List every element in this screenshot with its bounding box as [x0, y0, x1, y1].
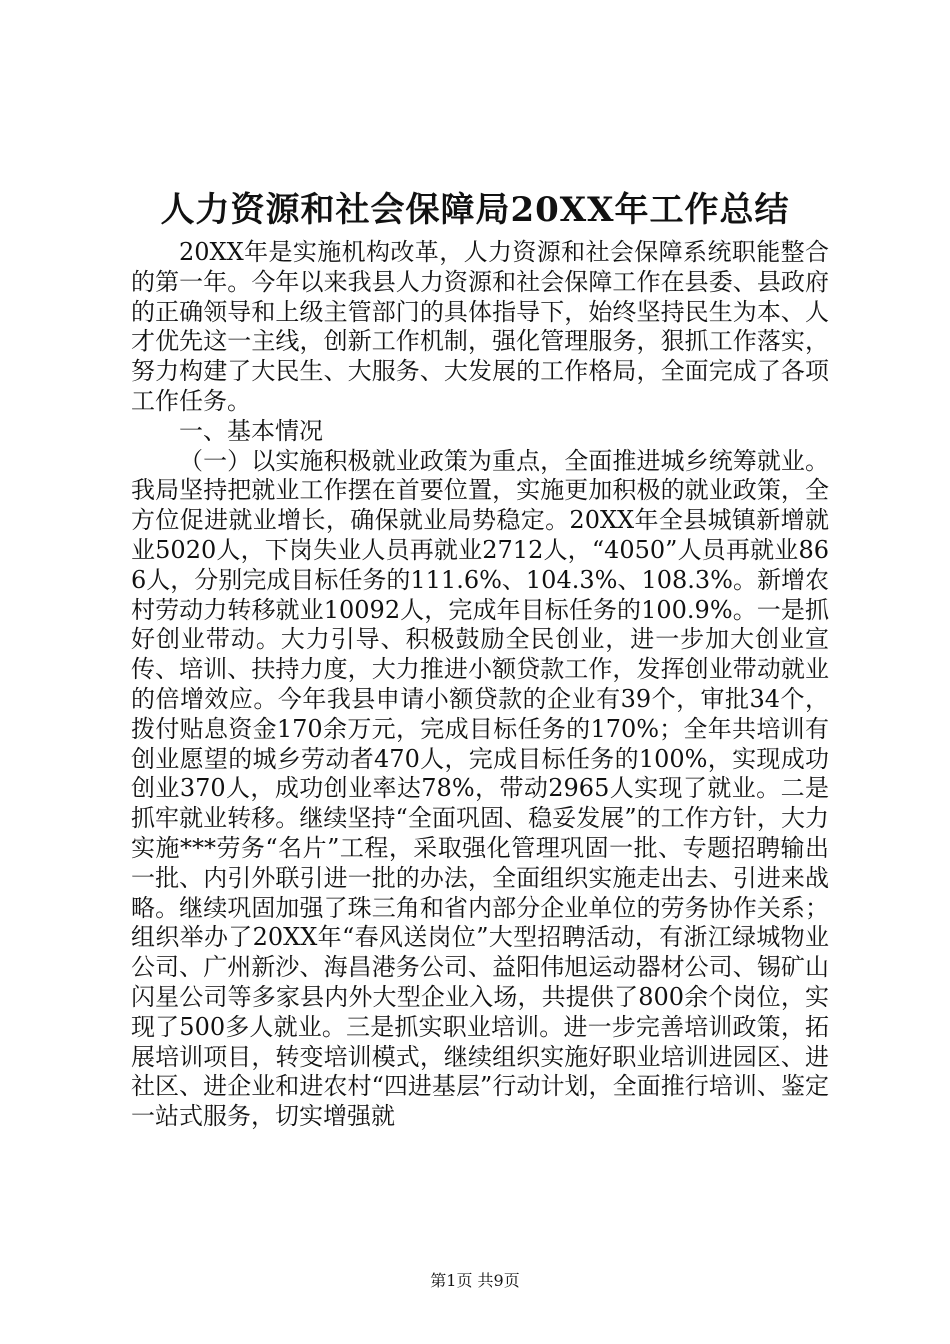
page-footer: 第1页 共9页	[430, 1271, 520, 1290]
document-title: 人力资源和社会保障局20XX年工作总结	[160, 190, 790, 230]
employment-paragraph: （一）以实施积极就业政策为重点，全面推进城乡统筹就业。我局坚持把就业工作摆在首要位置，实施更加积极的就业政策，全方位促进就业增长，确保就业局势稳定。20XX年全县城镇新增就业5020人，下岗失业人员再就业2712人，“4050”人员再就业866人，分别完成目标任务的111.6%、104.3%、108.3%。新增农村劳动力转移就业10092人，完成年目标任务的100.9%。一是抓好创业带动。大力引导、积极鼓励全民创业，进一步加大创业宣传、培训、扶持力度，大力推进小额贷款工作，发挥创业带动就业的倍增效应。今年我县申请小额贷款的企业有39个，审批34个，拨付贴息资金170余万元，完成目标任务的170%；全年共培训有创业愿望的城乡劳动者470人，完成目标任务的100%，实现成功创业370人，成功创业率达78%，带动2965人实现了就业。二是抓牢就业转移。继续坚持“全面巩固、稳妥发展”的工作方针，大力实施***劳务“名片”工程，采取强化管理巩固一批、专题招聘输出一批、内引外联引进一批的办法，全面组织实施走出去、引进来战略。继续巩固加强了珠三角和省内部分企业单位的劳务协作关系；组织举办了20XX年“春风送岗位”大型招聘活动，有浙江绿城物业公司、广州新沙、海昌港务公司、益阳伟旭运动器材公司、锡矿山闪星公司等多家县内外大型企业入场，共提供了800余个岗位，实现了500多人就业。三是抓实职业培训。进一步完善培训政策，拓展培训项目，转变培训模式，继续组织实施好职业培训进园区、进社区、进企业和进农村“四进基层”行动计划，全面推行培训、鉴定一站式服务，切实增强就	[131, 446, 829, 1131]
document-body	[131, 238, 829, 1132]
section-heading: 一、基本情况	[179, 416, 323, 445]
intro-paragraph: 20XX年是实施机构改革，人力资源和社会保障系统职能整合的第一年。今年以来我县人力资源和社会保障工作在县委、县政府的正确领导和上级主管部门的具体指导下，始终坚持民生为本、人才优先这一主线，创新工作机制，强化管理服务，狠抓工作落实，努力构建了大民生、大服务、大发展的工作格局，全面完成了各项工作任务。	[131, 238, 829, 415]
